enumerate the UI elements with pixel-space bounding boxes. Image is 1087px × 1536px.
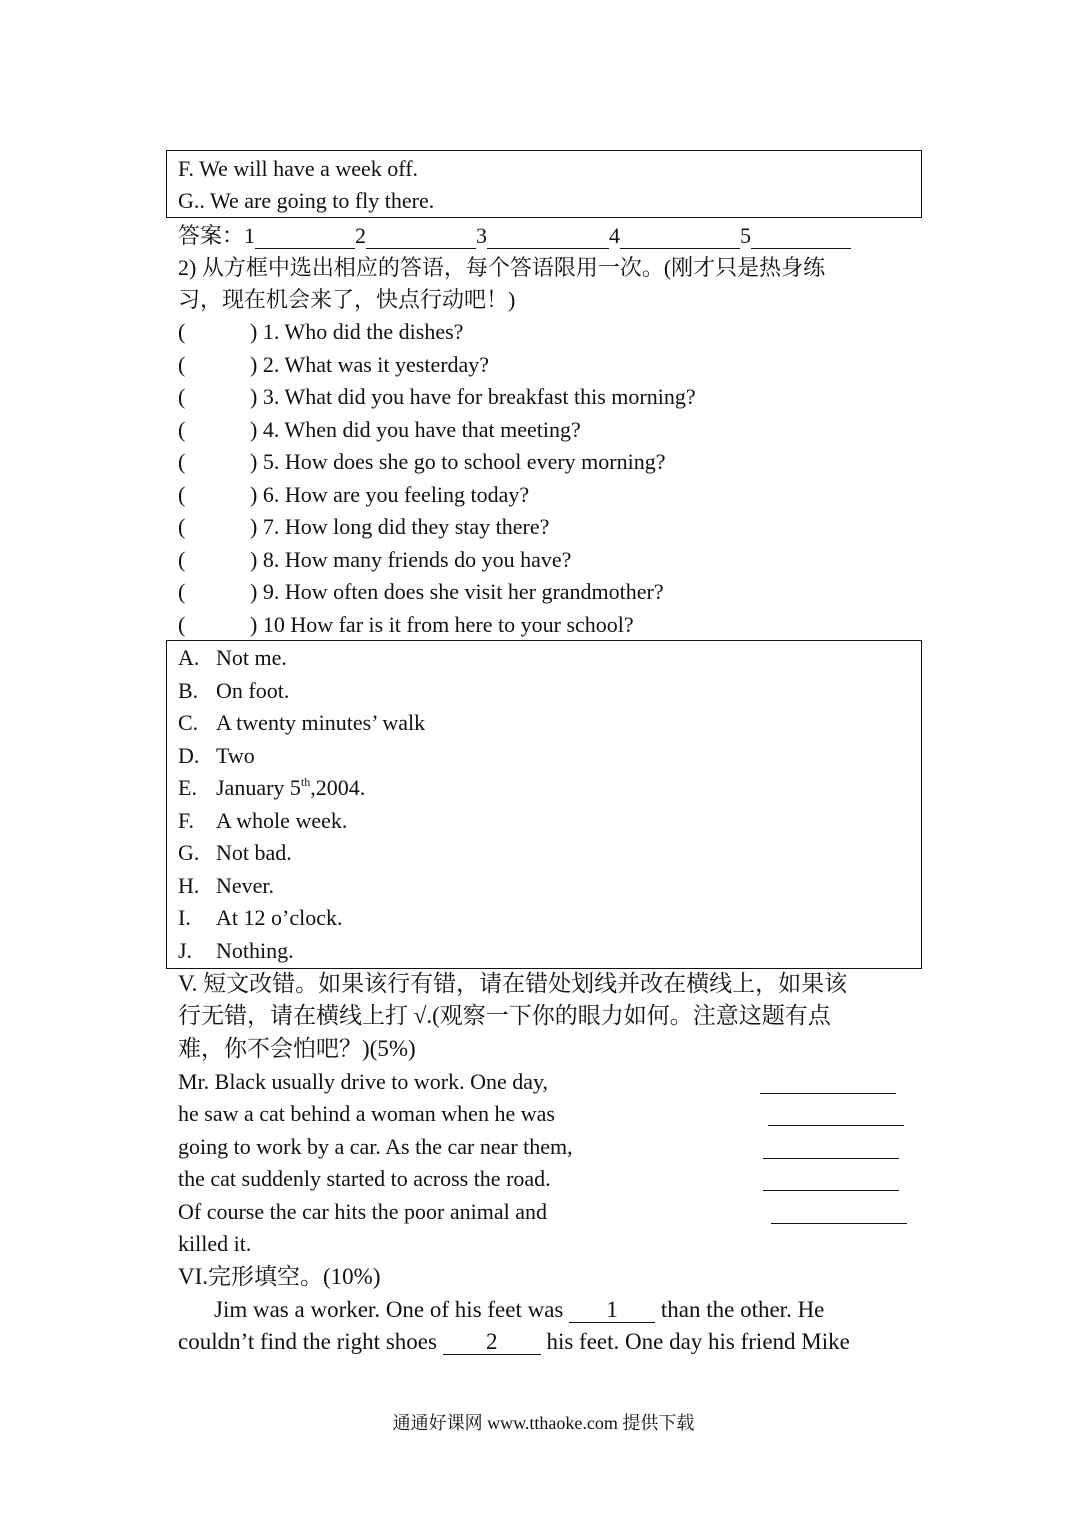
question-item (178, 449, 665, 475)
option-letter: E. (178, 775, 197, 800)
passage-line: he saw a cat behind a woman when he was (178, 1101, 555, 1126)
option-letter: G. (178, 840, 200, 865)
question-item (178, 612, 634, 638)
answer-blank-3 (487, 224, 609, 249)
option-item (178, 775, 365, 801)
question-text: 9. How often does she visit her grandmother? (262, 579, 664, 604)
answer-paren-close: ) (250, 417, 258, 442)
answer-number-3: 3 (476, 223, 488, 248)
option-item (178, 678, 289, 704)
answer-paren-close: ) (250, 579, 258, 604)
question-item (178, 514, 549, 540)
question-item (178, 547, 571, 573)
cloze-text: couldn’t find the right shoes (178, 1329, 437, 1354)
question-text: 4. When did you have that meeting? (262, 417, 581, 442)
answer-paren-open: ( (178, 514, 186, 539)
cloze-blank-1[interactable]: 1 (569, 1298, 655, 1323)
option-text: At 12 o’clock. (216, 905, 343, 930)
answer-paren-open: ( (178, 384, 186, 409)
question-text: 6. How are you feeling today? (262, 482, 530, 507)
option-text: Nothing. (216, 938, 294, 963)
cloze-text: his feet. One day his friend Mike (546, 1329, 850, 1354)
answer-paren-open: ( (178, 612, 186, 637)
option-letter: D. (178, 743, 200, 768)
question-item (178, 319, 463, 345)
passage-line: the cat suddenly started to across the road. (178, 1166, 551, 1191)
correction-blank[interactable] (760, 1093, 896, 1094)
question-item (178, 417, 581, 443)
answer-paren-close: ) (250, 319, 258, 344)
option-item (178, 645, 287, 671)
answer-number-5: 5 (740, 223, 752, 248)
cloze-line-2 (178, 1329, 850, 1355)
question-item (178, 352, 489, 378)
option-text-tail: ,2004. (310, 775, 366, 800)
cloze-blank-2[interactable]: 2 (443, 1330, 541, 1355)
answer-paren-open: ( (178, 547, 186, 572)
option-text: Never. (216, 873, 275, 898)
option-letter: F. (178, 808, 194, 833)
option-letter: H. (178, 873, 200, 898)
option-item (178, 808, 347, 834)
answer-paren-open: ( (178, 352, 186, 377)
question-text: 7. How long did they stay there? (262, 514, 550, 539)
answer-paren-open: ( (178, 449, 186, 474)
option-letter: C. (178, 710, 199, 735)
passage-line: Of course the car hits the poor animal and (178, 1199, 547, 1224)
cloze-text: than the other. He (660, 1297, 825, 1322)
option-f-line: F. We will have a week off. (178, 156, 419, 181)
option-item (178, 743, 255, 769)
answer-paren-close: ) (250, 514, 258, 539)
option-letter: J. (178, 938, 193, 963)
answer-number-2: 2 (355, 223, 367, 248)
answer-blank-2 (366, 224, 476, 249)
answer-blank-4 (620, 224, 740, 249)
answer-paren-close: ) (250, 449, 258, 474)
correction-blank[interactable] (768, 1125, 904, 1126)
question-text: 2. What was it yesterday? (262, 352, 490, 377)
passage-line: Mr. Black usually drive to work. One day, (178, 1069, 549, 1094)
option-text: Not me. (216, 645, 287, 670)
answer-number-4: 4 (609, 223, 621, 248)
option-text: On foot. (216, 678, 290, 703)
option-item (178, 873, 274, 899)
option-item (178, 840, 292, 866)
correction-blank[interactable] (763, 1158, 899, 1159)
cloze-line-1 (214, 1297, 824, 1323)
passage-line: killed it. (178, 1231, 252, 1256)
option-text: A whole week. (216, 808, 348, 833)
page-footer: 通通好课网 www.tthaoke.com 提供下载 (392, 1413, 695, 1433)
answer-paren-close: ) (250, 352, 258, 377)
option-g-line: G.. We are going to fly there. (178, 188, 435, 213)
option-item (178, 905, 342, 931)
answer-blank-1 (255, 224, 355, 249)
answer-line (178, 223, 851, 249)
section5-heading-1: V. 短文改错。如果该行有错，请在错处划线并改在横线上，如果该 (178, 971, 848, 996)
question-item (178, 579, 664, 605)
question-text: 8. How many friends do you have? (262, 547, 572, 572)
cloze-text: Jim was a worker. One of his feet was (214, 1297, 564, 1322)
option-letter: I. (178, 905, 191, 930)
section6-heading: VI.完形填空。(10%) (178, 1264, 381, 1289)
question-text: 3. What did you have for breakfast this morning? (262, 384, 696, 409)
question-text: 1. Who did the dishes? (262, 319, 464, 344)
answer-paren-close: ) (250, 547, 258, 572)
section5-heading-2: 行无错，请在横线上打 √.(观察一下你的眼力如何。注意这题有点 (178, 1003, 831, 1028)
question-item (178, 384, 696, 410)
option-text: Two (216, 743, 255, 768)
option-item (178, 710, 425, 736)
correction-blank[interactable] (771, 1223, 907, 1224)
answer-paren-open: ( (178, 579, 186, 604)
answer-label: 答案： (178, 223, 245, 248)
question-text: 5. How does she go to school every morning? (262, 449, 666, 474)
answer-paren-open: ( (178, 319, 186, 344)
answer-paren-close: ) (250, 384, 258, 409)
section2-heading-2: 习，现在机会来了，快点行动吧！) (178, 287, 516, 312)
option-item (178, 938, 294, 964)
option-text: A twenty minutes’ walk (216, 710, 426, 735)
answer-paren-close: ) (250, 612, 258, 637)
passage-line: going to work by a car. As the car near them, (178, 1134, 573, 1159)
answer-paren-open: ( (178, 482, 186, 507)
answer-number-1: 1 (244, 223, 256, 248)
section2-heading-1: 2) 从方框中选出相应的答语，每个答语限用一次。(刚才只是热身练 (178, 255, 826, 280)
correction-blank[interactable] (763, 1190, 899, 1191)
question-item (178, 482, 529, 508)
question-text: 10 How far is it from here to your school? (262, 612, 634, 637)
answer-blank-5 (751, 224, 851, 249)
answer-paren-open: ( (178, 417, 186, 442)
option-superscript: th (300, 775, 311, 789)
option-letter: A. (178, 645, 200, 670)
option-letter: B. (178, 678, 199, 703)
option-text: January 5 (216, 775, 301, 800)
answer-paren-close: ) (250, 482, 258, 507)
section5-heading-3: 难，你不会怕吧？)(5%) (178, 1036, 416, 1061)
option-text: Not bad. (216, 840, 292, 865)
